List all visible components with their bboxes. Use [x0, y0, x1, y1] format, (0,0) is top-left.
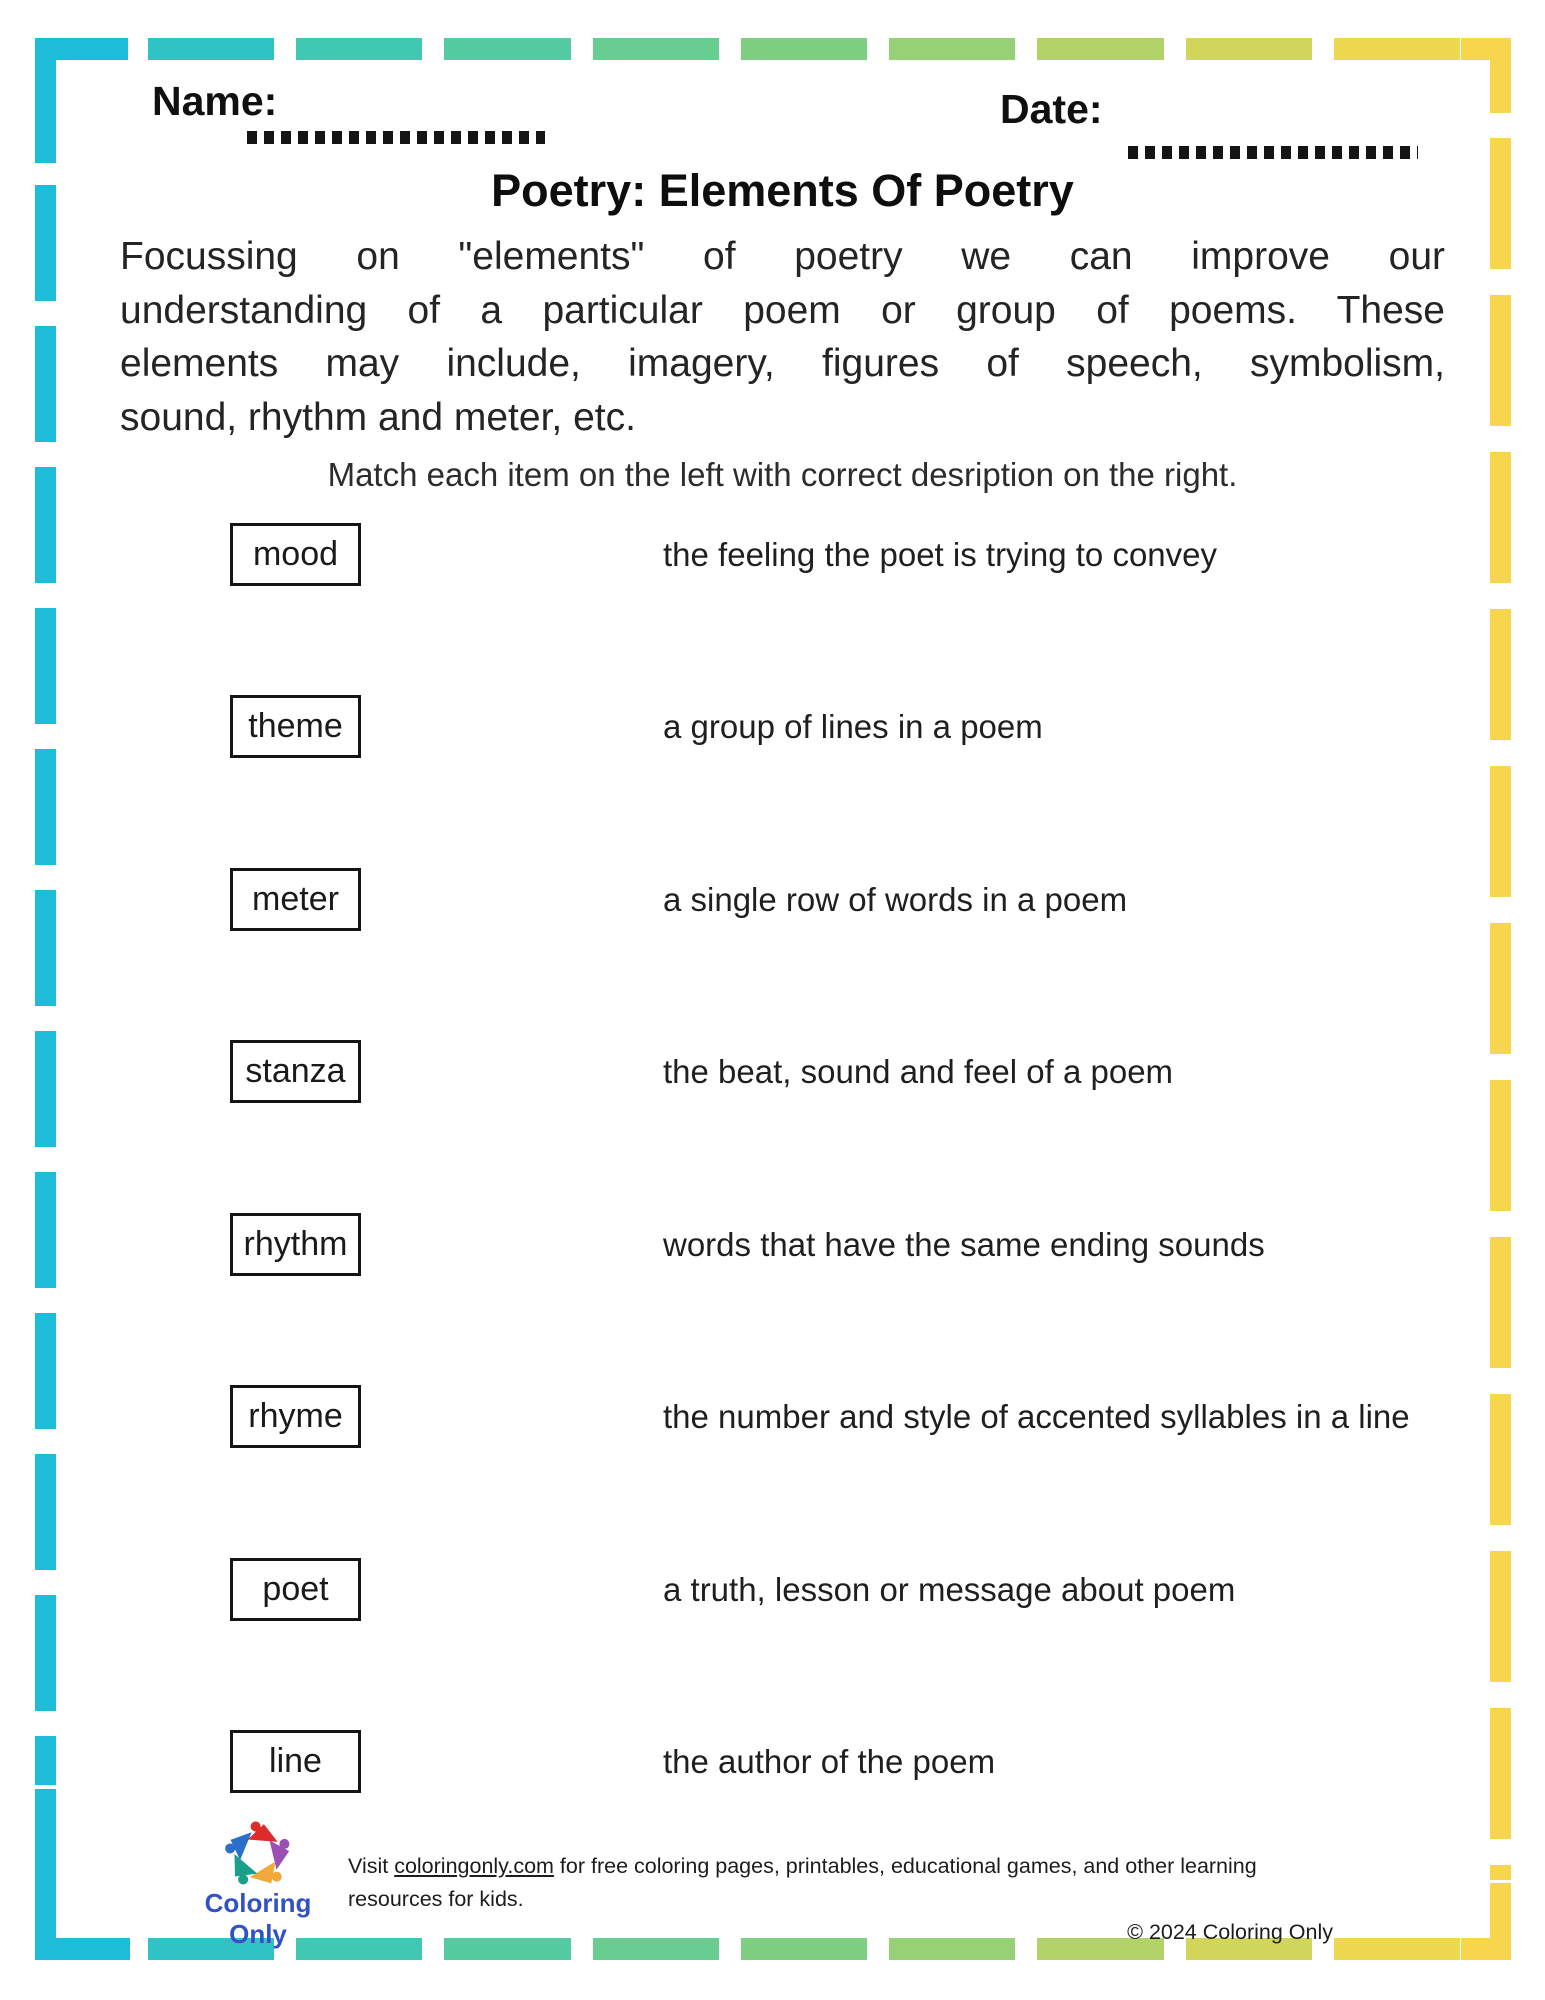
coloring-only-star-icon [210, 1820, 306, 1886]
term-box-rhyme: rhyme [230, 1385, 361, 1448]
term-box-mood: mood [230, 523, 361, 586]
description-text: the beat, sound and feel of a poem [663, 1053, 1174, 1090]
visit-suffix: for free coloring pages, printables, educational games, and other learning resources for kids. [348, 1854, 1257, 1911]
term-box-line: line [230, 1730, 361, 1793]
term-box-meter: meter [230, 868, 361, 931]
description-text: the author of the poem [663, 1743, 996, 1780]
description-text: a truth, lesson or message about poem [663, 1571, 1236, 1608]
description-text: a group of lines in a poem [663, 708, 1043, 745]
visit-line [348, 1850, 1333, 1916]
intro-paragraph [120, 230, 1445, 444]
frame-corner-top-right-arm [1490, 38, 1511, 113]
match-row [230, 695, 1043, 758]
name-label: Name: [152, 78, 278, 124]
match-row [230, 1558, 1235, 1621]
match-row [230, 1040, 1173, 1103]
coloringonly-link[interactable]: coloringonly.com [394, 1854, 554, 1878]
description-text: the feeling the poet is trying to convey [663, 536, 1218, 573]
description-text: words that have the same ending sounds [663, 1226, 1265, 1263]
frame-top-dashes [148, 38, 1460, 60]
term-box-poet: poet [230, 1558, 361, 1621]
term-box-rhythm: rhythm [230, 1213, 361, 1276]
intro-line: elements may include, imagery, figures of speech, symbolism, [120, 342, 1445, 385]
intro-line: understanding of a particular poem or group of poems. These [120, 288, 1445, 332]
page-title: Poetry: Elements Of Poetry [491, 165, 1074, 216]
frame-corner-bottom-left-arm [35, 1789, 56, 1938]
term-box-stanza: stanza [230, 1040, 361, 1103]
frame-left-dashes [35, 185, 56, 1785]
match-row [230, 1730, 995, 1793]
footer-text [348, 1850, 1333, 1949]
description-text: the number and style of accented syllables in a line [663, 1398, 1410, 1435]
date-label: Date: [1000, 86, 1103, 132]
frame-corner-bottom-right [1461, 1938, 1511, 1960]
name-answer-line[interactable] [247, 131, 545, 144]
intro-line: Focussing on "elements" of poetry we can improve our [120, 235, 1445, 278]
frame-corner-top-left-arm [35, 38, 56, 163]
matching-instruction: Match each item on the left with correct desription on the right. [327, 456, 1238, 493]
date-answer-line[interactable] [1128, 146, 1418, 159]
copyright-text: © 2024 Coloring Only [1127, 1920, 1333, 1944]
description-text: a single row of words in a poem [663, 881, 1128, 918]
term-box-theme: theme [230, 695, 361, 758]
match-row [230, 523, 1217, 586]
match-row [230, 1213, 1265, 1276]
intro-line: sound, rhythm and meter, etc. [120, 395, 636, 439]
match-row [230, 868, 1127, 931]
visit-prefix: Visit [348, 1854, 395, 1878]
logo-wordmark: Coloring Only [204, 1888, 312, 1949]
match-row [230, 1385, 1410, 1448]
frame-corner-bottom-left [35, 1938, 130, 1960]
frame-right-dashes [1490, 138, 1511, 1880]
coloring-only-logo [188, 1820, 328, 1950]
